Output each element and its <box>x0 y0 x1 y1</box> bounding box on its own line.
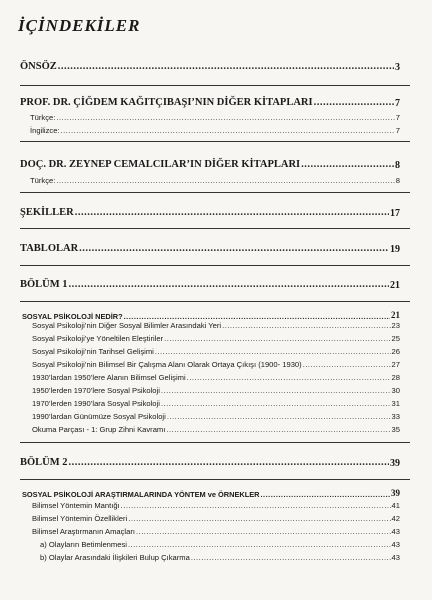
toc-entry-sosyal-psikoloji-nedir[interactable] <box>22 311 400 320</box>
toc-entry-page: 21 <box>390 279 400 291</box>
leader-dots <box>166 426 390 434</box>
toc-entry-page: 7 <box>395 113 400 122</box>
toc-entry[interactable] <box>32 426 400 434</box>
toc-entry-label: 1970’lerden 1990’lara Sosyal Psikoloji <box>32 399 160 408</box>
toc-entry[interactable] <box>32 322 400 330</box>
toc-entry-label: BÖLÜM 1 <box>20 279 68 290</box>
leader-dots <box>314 98 394 109</box>
leader-dots <box>75 208 389 219</box>
toc-entry-page: 7 <box>395 126 400 135</box>
toc-entry[interactable] <box>32 528 400 536</box>
divider <box>20 192 410 193</box>
toc-entry-page: 43 <box>391 540 400 549</box>
divider <box>20 479 410 480</box>
leader-dots <box>161 400 391 408</box>
toc-entry[interactable] <box>40 541 400 549</box>
toc-entry-page: 41 <box>391 501 400 510</box>
toc-entry-page: 23 <box>391 321 400 330</box>
toc-entry[interactable] <box>32 335 400 343</box>
toc-entry-label: İngilizce: <box>30 126 60 135</box>
leader-dots <box>128 515 390 523</box>
leader-dots <box>167 413 391 421</box>
leader-dots <box>301 160 394 171</box>
toc-entry-label: DOÇ. DR. ZEYNEP CEMALCILAR’IN DİĞER KİTAPLARI <box>20 159 301 170</box>
toc-entry-page: 21 <box>391 310 400 320</box>
toc-entry-label: 1990’lardan Günümüze Sosyal Psikoloji <box>32 412 166 421</box>
divider <box>20 442 410 443</box>
toc-entry-page: 3 <box>395 61 400 73</box>
toc-entry-turkce[interactable] <box>30 114 400 122</box>
leader-dots <box>61 127 395 135</box>
toc-entry-label: Okuma Parçası - 1: Grup Zihni Kavramı <box>32 425 166 434</box>
toc-entry-page: 26 <box>391 347 400 356</box>
divider <box>20 85 410 86</box>
toc-entry-page: 42 <box>391 514 400 523</box>
toc-entry-label: BÖLÜM 2 <box>20 457 68 468</box>
toc-entry-label: 1950’lerden 1970’lere Sosyal Psikoloji <box>32 386 160 395</box>
toc-entry-label: Sosyal Psikoloji’nin Tarihsel Gelişimi <box>32 347 154 356</box>
toc-entry-page: 33 <box>391 412 400 421</box>
toc-entry-label: Bilimsel Araştırmanın Amaçları <box>32 527 135 536</box>
toc-entry[interactable] <box>32 374 400 382</box>
leader-dots <box>161 387 391 395</box>
divider <box>20 265 410 266</box>
toc-entry-kagitcibasi-books[interactable] <box>20 98 400 109</box>
toc-entry-cemalcilar-books[interactable] <box>20 160 400 171</box>
toc-entry-label: Bilimsel Yöntemin Özellikleri <box>32 514 128 523</box>
toc-entry-page: 17 <box>390 207 400 219</box>
divider <box>20 141 410 142</box>
toc-entry-label: a) Olayların Betimlenmesi <box>40 540 127 549</box>
toc-entry-page: 25 <box>391 334 400 343</box>
toc-entry[interactable] <box>32 400 400 408</box>
leader-dots <box>164 335 390 343</box>
leader-dots <box>56 177 394 185</box>
toc-entry-label: SOSYAL PSİKOLOJİ ARAŞTIRMALARINDA YÖNTEM ve ÖRNEKLER <box>22 489 260 499</box>
divider <box>20 228 410 229</box>
toc-entry[interactable] <box>32 361 400 369</box>
toc-entry[interactable] <box>32 413 400 421</box>
toc-entry-label: 1930’lardan 1950’lere Alanın Bilimsel Gelişimi <box>32 373 186 382</box>
toc-entry-ingilizce[interactable] <box>30 127 400 135</box>
leader-dots <box>222 322 390 330</box>
leader-dots <box>69 280 389 291</box>
toc-entry-sekiller[interactable] <box>20 208 400 219</box>
leader-dots <box>187 374 391 382</box>
toc-entry-bolum-2[interactable] <box>20 458 400 469</box>
toc-entry-bolum-1[interactable] <box>20 280 400 291</box>
toc-entry-page: 7 <box>395 97 400 109</box>
toc-entry-label: Türkçe: <box>30 176 56 185</box>
toc-entry-label: ŞEKİLLER <box>20 207 74 218</box>
toc-entry-label: TABLOLAR <box>20 243 79 254</box>
toc-entry[interactable] <box>32 502 400 510</box>
toc-entry[interactable] <box>32 348 400 356</box>
toc-entry-label: PROF. DR. ÇİĞDEM KAĞITÇIBAŞI’NIN DİĞER KİTAPLARI <box>20 97 313 108</box>
toc-entry[interactable] <box>32 387 400 395</box>
toc-entry-tablolar[interactable] <box>20 244 400 255</box>
toc-entry-label: Türkçe: <box>30 113 56 122</box>
leader-dots <box>56 114 394 122</box>
leader-dots <box>69 458 389 469</box>
toc-entry-page: 28 <box>391 373 400 382</box>
toc-entry-label: ÖNSÖZ <box>20 61 57 72</box>
toc-entry-page: 8 <box>395 159 400 171</box>
toc-entry[interactable] <box>40 554 400 562</box>
page-title: İÇİNDEKİLER <box>18 16 141 35</box>
leader-dots <box>121 502 391 510</box>
toc-entry-page: 27 <box>391 360 400 369</box>
toc-entry-page: 30 <box>391 386 400 395</box>
toc-entry-page: 31 <box>391 399 400 408</box>
toc-entry-label: SOSYAL PSİKOLOJİ NEDİR? <box>22 311 123 321</box>
toc-entry-arastirma-yontem[interactable] <box>22 489 400 498</box>
leader-dots <box>261 491 391 498</box>
toc-entry-label: Bilimsel Yöntemin Mantığı <box>32 501 120 510</box>
leader-dots <box>136 528 391 536</box>
leader-dots <box>303 361 391 369</box>
toc-entry-turkce[interactable] <box>30 177 400 185</box>
leader-dots <box>79 244 389 255</box>
toc-entry-label: Sosyal Psikoloji’ye Yöneltilen Eleştiriler <box>32 334 164 343</box>
toc-entry-page: 39 <box>391 488 400 498</box>
toc-entry-label: Sosyal Psikoloji’nin Bilimsel Bir Çalışma Alanı Olarak Ortaya Çıkışı (1900- 1930) <box>32 360 302 369</box>
leader-dots <box>155 348 391 356</box>
divider <box>20 301 410 302</box>
toc-entry-page: 35 <box>391 425 400 434</box>
toc-entry[interactable] <box>32 515 400 523</box>
toc-entry-label: Sosyal Psikoloji’nin Diğer Sosyal Bilimler Arasındaki Yeri <box>32 321 222 330</box>
toc-entry-page: 43 <box>391 527 400 536</box>
toc-entry-page: 19 <box>390 243 400 255</box>
leader-dots <box>124 313 390 320</box>
toc-entry-page: 43 <box>391 553 400 562</box>
leader-dots <box>128 541 391 549</box>
leader-dots <box>191 554 391 562</box>
leader-dots <box>58 62 394 73</box>
toc-entry-label: b) Olaylar Arasındaki İlişkileri Bulup Çıkarma <box>40 553 190 562</box>
toc-entry-page: 8 <box>395 176 400 185</box>
toc-entry-onsoz[interactable] <box>20 62 400 73</box>
toc-entry-page: 39 <box>390 457 400 469</box>
